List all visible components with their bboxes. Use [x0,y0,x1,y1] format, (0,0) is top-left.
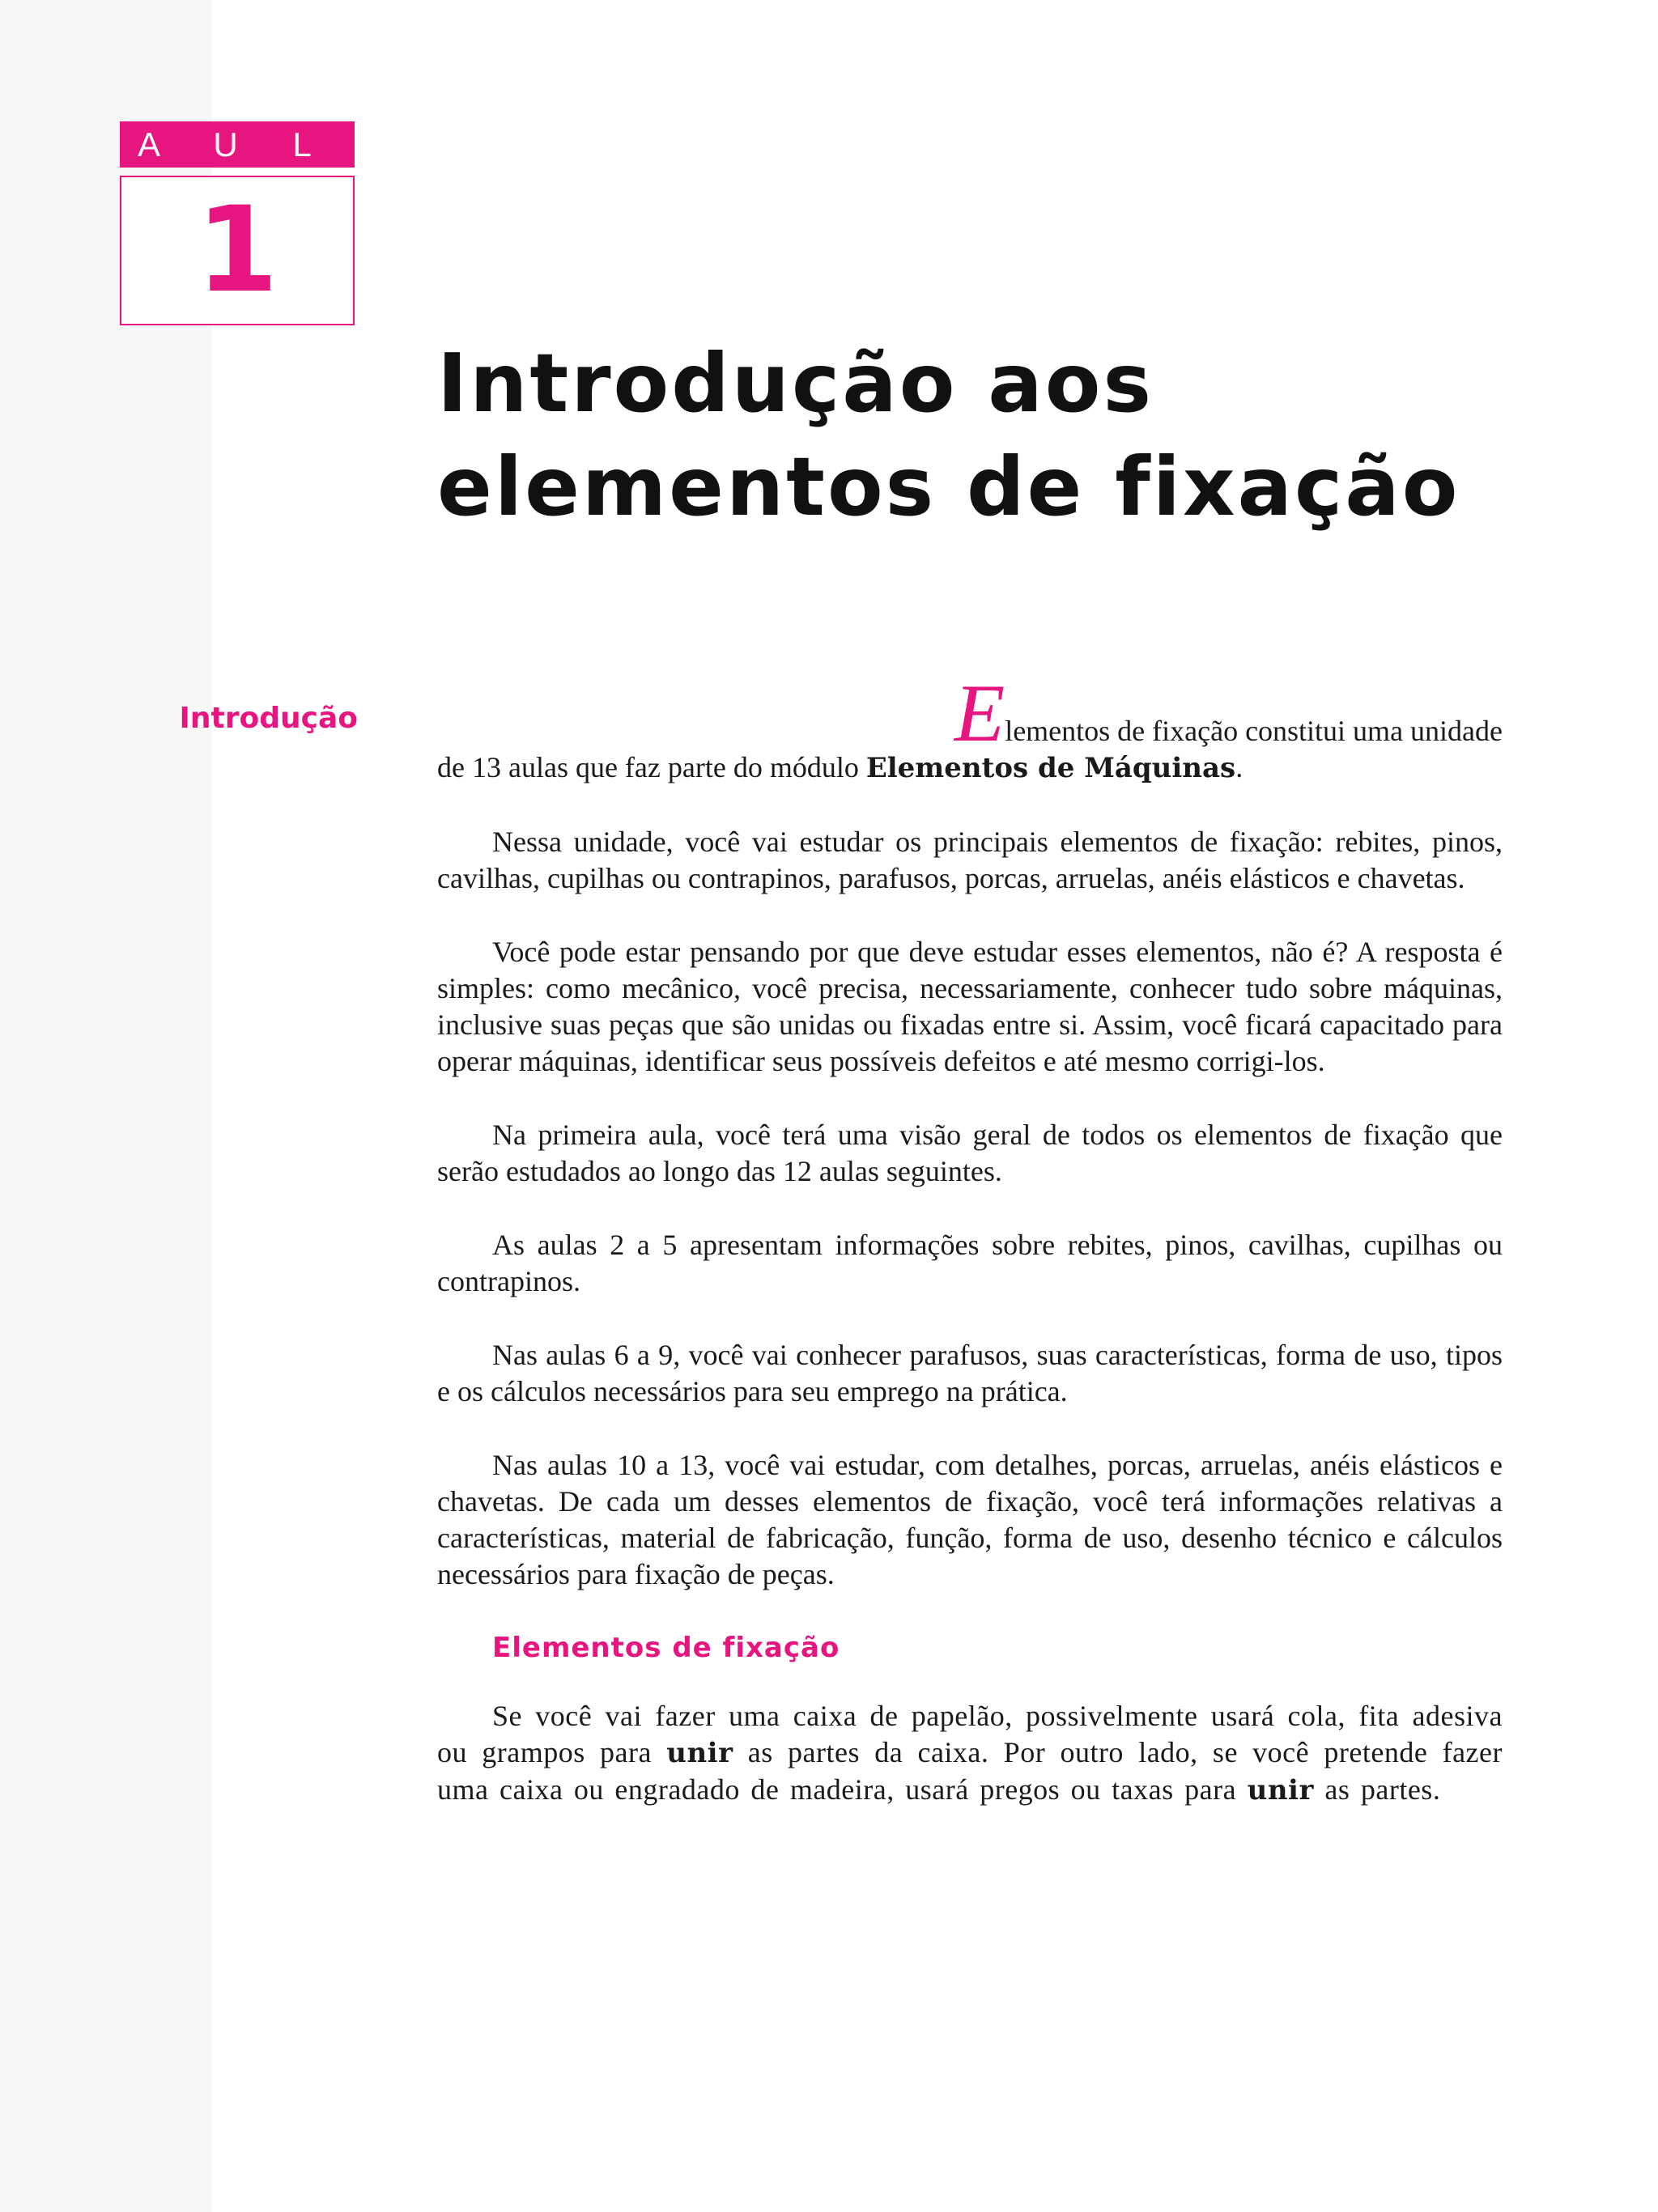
paragraph-6: Nas aulas 10 a 13, você vai estudar, com detalhes, porcas, arruelas, anéis elásticos e chavetas. De cada um desses elementos de fixação, você terá informações relativas a características, material de fabricação, função, forma de uso, desenho técnico e cálculos necessários para fixação de peças. [437,1449,1503,1590]
lesson-number-box [120,176,355,325]
intro-first-line [437,668,1503,759]
lesson-number: 1 [196,181,278,319]
paragraph-3: Na primeira aula, você terá uma visão geral de todos os elementos de fixação que serão estudados ao longo das 12 aulas seguintes. [437,1119,1503,1187]
drop-cap: E [954,668,1005,759]
intro-first-line-text: lementos de fixação constitui uma unidade [1005,715,1503,747]
page-title [437,332,1460,539]
paragraph-1: Nessa unidade, você vai estudar os principais elementos de fixação: rebites, pinos, cavilhas, cupilhas ou contrapinos, parafusos, porcas, arruelas, anéis elásticos e chavetas. [437,826,1503,894]
section-heading: Elementos de fixação [492,1632,840,1664]
intro-second-line-text: de 13 aulas que faz parte do módulo [437,751,866,783]
section-text-3: as partes. [1313,1773,1441,1806]
bold-term-1: unir [666,1737,733,1769]
margin-strip [0,0,212,2212]
body-content [437,668,1503,1846]
page-title-line-1: Introdução aos [437,336,1154,431]
section-text-1: Se você vai fazer uma caixa de papelão, possivelmente usará cola, fita adesiva ou grampos para [437,1700,1503,1768]
paragraph-2: Você pode estar pensando por que deve estudar esses elementos, não é? A resposta é simples: como mecânico, você precisa, necessariamente, conhecer tudo sobre máquinas, inclusive suas peças que são unidas ou fixadas entre si. Assim, você ficará capacitado para operar máquinas, identificar seus possíveis defeitos e até mesmo corrigi-los. [437,936,1503,1077]
module-name: Elementos de Máquinas [865,752,1236,784]
lesson-badge [120,121,409,324]
page-title-line-2: elementos de fixação [437,439,1460,534]
intro-paragraph [437,668,1503,787]
side-section-label: Introdução [179,702,358,735]
section-paragraph [437,1698,1503,1809]
paragraph-4: As aulas 2 a 5 apresentam informações sobre rebites, pinos, cavilhas, cupilhas ou contrapinos. [437,1229,1503,1297]
bold-term-2: unir [1247,1774,1314,1807]
lesson-label: A U L A [120,121,355,168]
intro-period: . [1235,751,1244,783]
section-text-2: as partes da caixa. Por outro lado, se você pretende fazer uma caixa ou engradado de madeira, usará pregos ou taxas para [437,1736,1503,1806]
paragraph-5: Nas aulas 6 a 9, você vai conhecer parafusos, suas características, forma de uso, tipos e os cálculos necessários para seu emprego na prática. [437,1339,1503,1407]
